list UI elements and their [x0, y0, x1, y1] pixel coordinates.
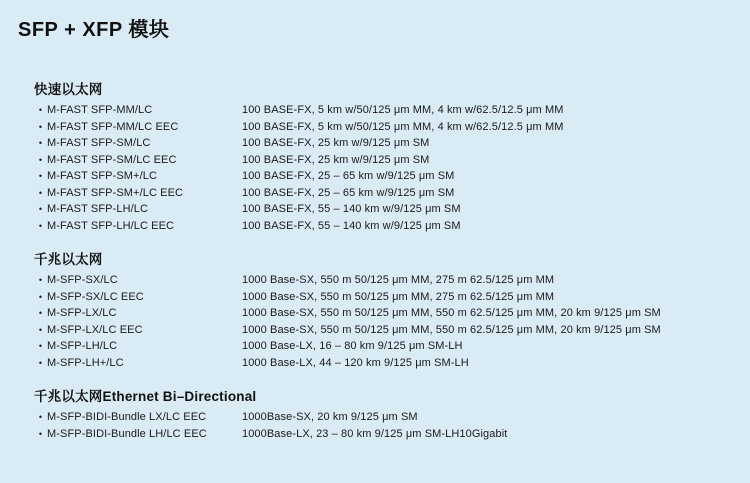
- model-name: M-SFP-LX/LC: [47, 307, 117, 319]
- model-description: 1000 Base-LX, 16 – 80 km 9/125 μm SM-LH: [242, 340, 463, 352]
- model-name: M-FAST SFP-MM/LC EEC: [47, 120, 179, 133]
- product-list: [34, 78, 740, 456]
- model-description: 100 BASE-FX, 25 – 65 km w/9/125 μm SM: [242, 186, 455, 199]
- bullet-icon: •: [38, 171, 43, 181]
- model-name: M-FAST SFP-SM+/LC EEC: [47, 186, 184, 199]
- model-name: M-SFP-BIDI-Bundle LH/LC EEC: [47, 427, 207, 440]
- bullet-icon: •: [38, 275, 43, 285]
- model-description: 100 BASE-FX, 5 km w/50/125 μm MM, 4 km w/62.5/12.5 μm MM: [242, 120, 564, 133]
- model-name: M-FAST SFP-SM/LC: [47, 137, 151, 149]
- bullet-icon: •: [38, 138, 43, 148]
- list-item: [34, 119, 740, 136]
- model-description: 1000Base-LX, 23 – 80 km 9/125 μm SM-LH10Gigabit: [242, 427, 508, 440]
- model-description: 1000 Base-LX, 44 – 120 km 9/125 μm SM-LH: [242, 356, 469, 369]
- model-description: 1000Base-SX, 20 km 9/125 μm SM: [242, 411, 418, 423]
- list-item: [34, 102, 740, 119]
- bullet-icon: •: [38, 357, 43, 368]
- model-name: M-SFP-LX/LC EEC: [47, 323, 143, 336]
- model-description: 100 BASE-FX, 25 – 65 km w/9/125 μm SM: [242, 170, 455, 182]
- list-item: [34, 185, 740, 202]
- bullet-icon: •: [38, 341, 43, 351]
- model-description: 1000 Base-SX, 550 m 50/125 μm MM, 275 m 62.5/125 μm MM: [242, 274, 555, 286]
- model-name: M-SFP-LH+/LC: [47, 356, 124, 369]
- model-name: M-FAST SFP-SM/LC EEC: [47, 153, 177, 166]
- list-item: [34, 201, 740, 218]
- model-description: 100 BASE-FX, 55 – 140 km w/9/125 μm SM: [242, 219, 461, 232]
- model-description: 100 BASE-FX, 25 km w/9/125 μm SM: [242, 137, 430, 149]
- bullet-icon: •: [38, 324, 43, 335]
- bullet-icon: •: [38, 187, 43, 198]
- bullet-icon: •: [38, 204, 43, 214]
- list-item: [34, 322, 740, 339]
- model-name: M-SFP-SX/LC EEC: [47, 290, 144, 303]
- section-gigabit-ethernet: [34, 248, 740, 371]
- section-rows: [34, 102, 740, 234]
- section-rows: [34, 272, 740, 371]
- list-item: [34, 289, 740, 306]
- section-heading: 千兆以太网: [34, 252, 103, 267]
- model-name: M-FAST SFP-LH/LC EEC: [47, 219, 175, 232]
- model-name: M-FAST SFP-MM/LC: [47, 104, 153, 116]
- model-name: M-SFP-BIDI-Bundle LX/LC EEC: [47, 411, 207, 423]
- list-item: [34, 305, 740, 322]
- bullet-icon: •: [38, 428, 43, 439]
- section-heading: 千兆以太网Ethernet Bi–Directional: [34, 389, 257, 404]
- bullet-icon: •: [38, 291, 43, 302]
- model-name: M-FAST SFP-SM+/LC: [47, 170, 157, 182]
- list-item: [34, 168, 740, 185]
- model-description: 1000 Base-SX, 550 m 50/125 μm MM, 550 m 62.5/125 μm MM, 20 km 9/125 μm SM: [242, 323, 661, 336]
- list-item: [34, 355, 740, 372]
- page-title: SFP + XFP 模块: [18, 19, 170, 41]
- list-item: [34, 409, 740, 426]
- section-gigabit-bidirectional: [34, 385, 740, 442]
- model-description: 1000 Base-SX, 550 m 50/125 μm MM, 550 m 62.5/125 μm MM, 20 km 9/125 μm SM: [242, 307, 661, 319]
- model-name: M-SFP-SX/LC: [47, 274, 118, 286]
- bullet-icon: •: [38, 154, 43, 165]
- section-fast-ethernet: [34, 78, 740, 234]
- bullet-icon: •: [38, 121, 43, 132]
- list-item: [34, 152, 740, 169]
- list-item: [34, 272, 740, 289]
- section-heading: 快速以太网: [34, 82, 103, 97]
- list-item: [34, 135, 740, 152]
- model-description: 100 BASE-FX, 25 km w/9/125 μm SM: [242, 153, 430, 166]
- model-name: M-FAST SFP-LH/LC: [47, 203, 149, 215]
- model-description: 100 BASE-FX, 55 – 140 km w/9/125 μm SM: [242, 203, 461, 215]
- bullet-icon: •: [38, 105, 43, 115]
- model-description: 100 BASE-FX, 5 km w/50/125 μm MM, 4 km w/62.5/12.5 μm MM: [242, 104, 564, 116]
- model-description: 1000 Base-SX, 550 m 50/125 μm MM, 275 m 62.5/125 μm MM: [242, 290, 555, 303]
- list-item: [34, 218, 740, 235]
- list-item: [34, 338, 740, 355]
- list-item: [34, 426, 740, 443]
- bullet-icon: •: [38, 308, 43, 318]
- model-name: M-SFP-LH/LC: [47, 340, 118, 352]
- section-rows: [34, 409, 740, 442]
- bullet-icon: •: [38, 220, 43, 231]
- bullet-icon: •: [38, 412, 43, 422]
